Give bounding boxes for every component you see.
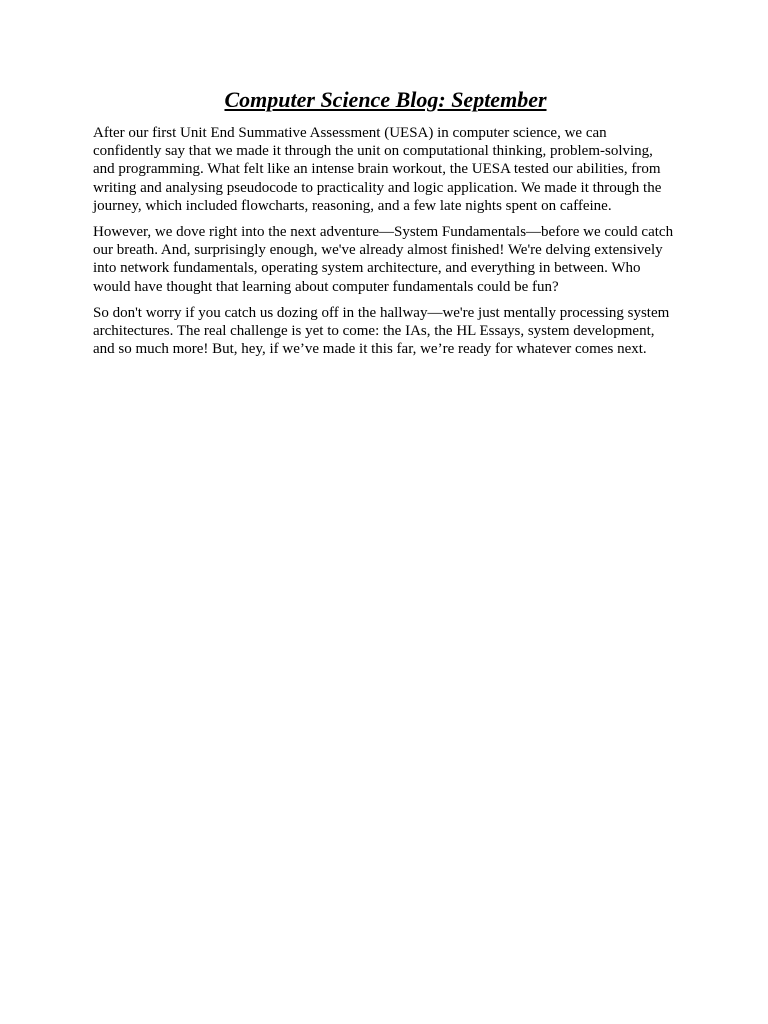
paragraph-3: So don't worry if you catch us dozing off in the hallway—we're just mentally processing system architectures. The real challenge is yet to come: the IAs, the HL Essays, system development, and so much more! But, hey, if we’ve made it this far, we’re ready for whatever comes next.: [93, 304, 670, 358]
paragraph-1: After our first Unit End Summative Assessment (UESA) in computer science, we can confidently say that we made it through the unit on computational thinking, problem-solving, and programming. What felt like an intense brain workout, the UESA tested our abilities, from writing and analysing pseudocode to practicality and logic application. We made it through the journey, which included flowcharts, reasoning, and a few late nights spent on caffeine.: [93, 125, 662, 214]
document-body: [93, 86, 678, 366]
paragraph-2: However, we dove right into the next adventure—System Fundamentals—before we could catch our breath. And, surprisingly enough, we've already almost finished! We're delving extensively into network fundamentals, operating system architecture, and everything in between. Who would have thought that learning about computer fundamentals could be fun?: [93, 224, 674, 295]
page-title: Computer Science Blog: September: [224, 87, 547, 112]
